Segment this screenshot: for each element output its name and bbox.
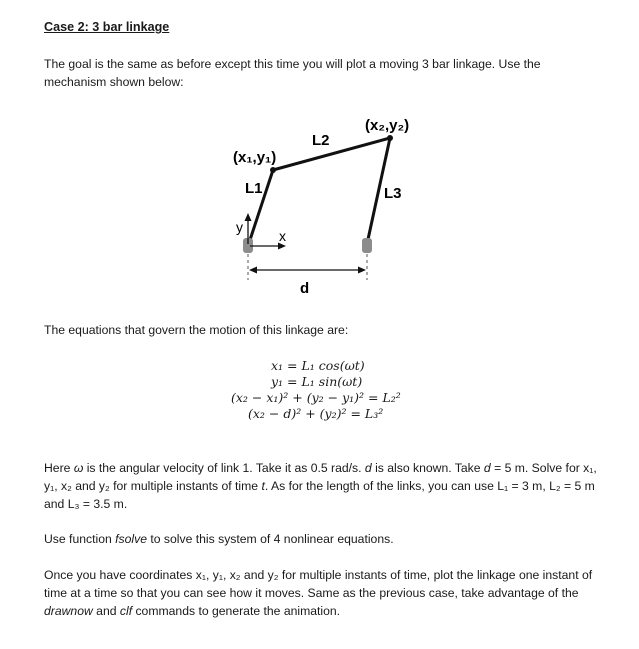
equation-1: x₁ = L₁ cos(ωt) [271, 358, 365, 373]
label-point-1: (x₁,y₁) [233, 149, 277, 166]
equations-intro: The equations that govern the motion of this linkage are: [44, 323, 349, 337]
equation-4: (x₂ − d)² + (y₂)² = L₃² [248, 406, 384, 421]
label-y-axis: y [236, 219, 243, 235]
ground-pivot-right [362, 238, 372, 253]
d-right-arrowhead-icon [358, 267, 366, 274]
section-heading: Case 2: 3 bar linkage [44, 20, 170, 34]
equation-3: (x₂ − x₁)² + (y₂ − y₁)² = L₂² [231, 390, 401, 405]
joint-1 [270, 167, 276, 173]
d-left-arrowhead-icon [249, 267, 257, 274]
fsolve-paragraph: Use function fsolve to solve this system of 4 nonlinear equations. [44, 532, 394, 546]
joint-2 [387, 135, 393, 141]
link-L2 [273, 138, 390, 170]
label-d: d [300, 280, 310, 297]
label-L1: L1 [245, 180, 263, 197]
label-x-axis: x [279, 228, 286, 244]
label-L2: L2 [312, 132, 330, 149]
angular-velocity-paragraph: Here ω is the angular velocity of link 1. Take it as 0.5 rad/s. d is also known. Take d = 5 m. Solve for x₁, y₁, x₂ and y₂ for multiple instants of time t. As for the length of the links, you can use L₁ = 3 m, L₂ = 5 m and L₃ = 3.5 m. [44, 461, 597, 511]
intro-paragraph: The goal is the same as before except this time you will plot a moving 3 bar linkage. Use the mechanism shown below: [44, 57, 541, 89]
label-L3: L3 [384, 185, 402, 202]
equation-2: y₁ = L₁ sin(ωt) [271, 374, 363, 389]
label-point-2: (x₂,y₂) [365, 117, 410, 134]
y-arrowhead-icon [245, 213, 252, 221]
animation-paragraph: Once you have coordinates x₁, y₁, x₂ and y₂ for multiple instants of time, plot the linkage one instant of time at a time so that you can see how it moves. Same as the previous case, take advantage of the drawnow and clf commands to generate the animation. [44, 568, 593, 618]
